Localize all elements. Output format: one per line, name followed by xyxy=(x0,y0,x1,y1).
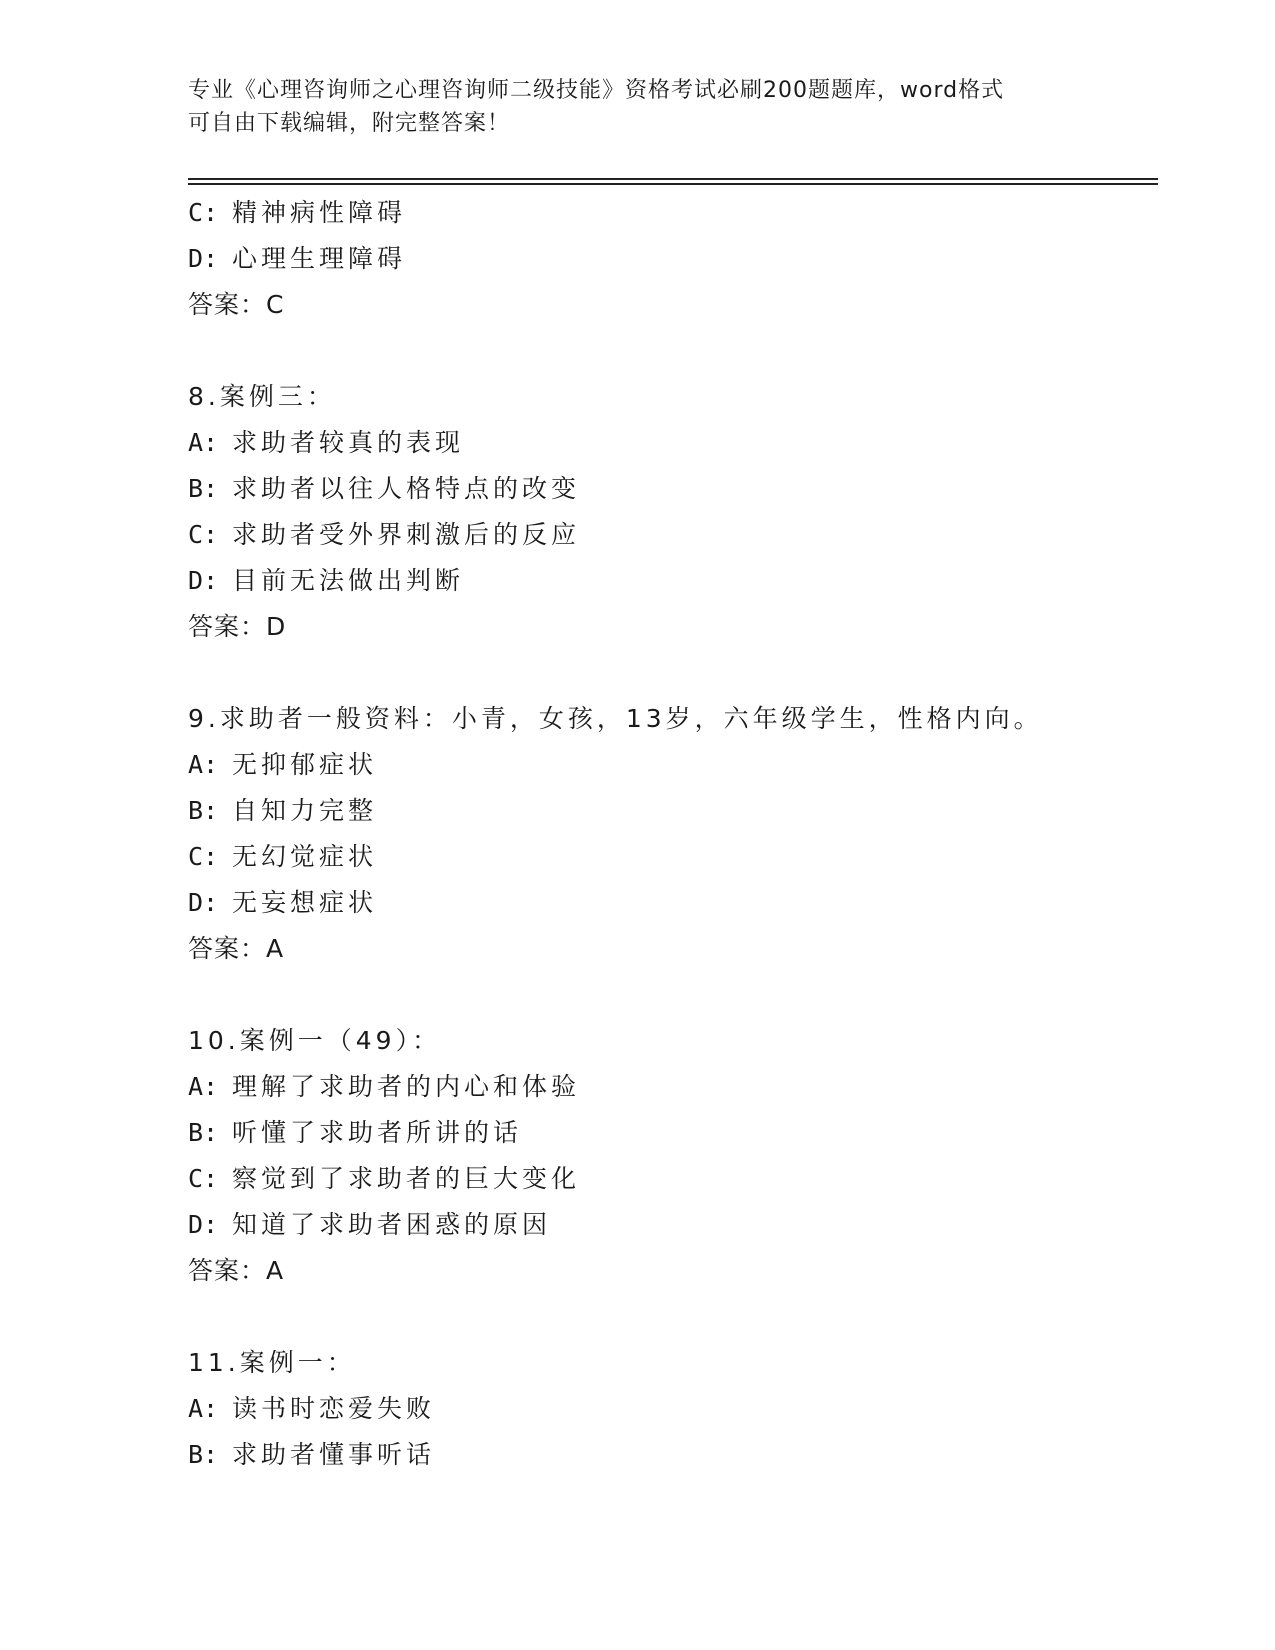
option-text: 无妄想症状 xyxy=(232,888,378,917)
option-line xyxy=(188,420,1148,466)
option-text: 察觉到了求助者的巨大变化 xyxy=(232,1164,581,1193)
header-divider-bottom xyxy=(188,183,1158,185)
option-letter: D: xyxy=(188,1210,219,1239)
option-line xyxy=(188,880,1148,926)
option-text: 心理生理障碍 xyxy=(232,244,407,273)
header-line-1: 专业《心理咨询师之心理咨询师二级技能》资格考试必刷200题题库，word格式 xyxy=(188,78,1005,103)
option-letter: C: xyxy=(188,1164,219,1193)
option-letter: C: xyxy=(188,842,219,871)
option-line xyxy=(188,512,1148,558)
option-letter: A: xyxy=(188,428,219,457)
answer-line: 答案：D xyxy=(188,612,287,641)
question-title: 11.案例一： xyxy=(188,1348,356,1377)
option-text: 求助者懂事听话 xyxy=(232,1440,436,1469)
option-text: 目前无法做出判断 xyxy=(232,566,465,595)
option-line xyxy=(188,1432,1148,1478)
option-line xyxy=(188,742,1148,788)
option-letter: B: xyxy=(188,474,219,503)
option-line xyxy=(188,1064,1148,1110)
option-text: 理解了求助者的内心和体验 xyxy=(232,1072,581,1101)
option-line xyxy=(188,788,1148,834)
option-line xyxy=(188,236,1148,282)
option-letter: D: xyxy=(188,244,219,273)
option-text: 自知力完整 xyxy=(232,796,378,825)
question-title: 10.案例一（49）： xyxy=(188,1026,442,1055)
answer-line: 答案：C xyxy=(188,290,285,319)
option-text: 读书时恋爱失败 xyxy=(232,1394,436,1423)
option-text: 求助者受外界刺激后的反应 xyxy=(232,520,581,549)
option-line xyxy=(188,466,1148,512)
option-text: 无抑郁症状 xyxy=(232,750,378,779)
option-letter: A: xyxy=(188,750,219,779)
option-line xyxy=(188,1386,1148,1432)
answer-line: 答案：A xyxy=(188,1256,285,1285)
option-letter: C: xyxy=(188,520,219,549)
option-letter: D: xyxy=(188,888,219,917)
spacer xyxy=(188,328,1148,374)
option-text: 求助者较真的表现 xyxy=(232,428,465,457)
answer-line: 答案：A xyxy=(188,934,285,963)
option-letter: B: xyxy=(188,796,219,825)
question-title: 8.案例三： xyxy=(188,382,336,411)
option-line xyxy=(188,558,1148,604)
option-letter: B: xyxy=(188,1118,219,1147)
option-letter: B: xyxy=(188,1440,219,1469)
option-letter: C: xyxy=(188,198,219,227)
header-divider-top xyxy=(188,178,1158,180)
option-line xyxy=(188,1156,1148,1202)
option-letter: D: xyxy=(188,566,219,595)
option-line xyxy=(188,190,1148,236)
option-text: 听懂了求助者所讲的话 xyxy=(232,1118,523,1147)
question-list xyxy=(188,190,1148,1478)
option-text: 求助者以往人格特点的改变 xyxy=(232,474,581,503)
option-text: 知道了求助者困惑的原因 xyxy=(232,1210,552,1239)
header-line-2: 可自由下载编辑，附完整答案！ xyxy=(188,111,511,136)
option-letter: A: xyxy=(188,1072,219,1101)
spacer xyxy=(188,650,1148,696)
question-title: 9.求助者一般资料：小青，女孩，13岁，六年级学生，性格内向。 xyxy=(188,704,1043,733)
option-line xyxy=(188,1110,1148,1156)
option-line xyxy=(188,834,1148,880)
option-text: 精神病性障碍 xyxy=(232,198,407,227)
option-line xyxy=(188,1202,1148,1248)
spacer xyxy=(188,972,1148,1018)
option-text: 无幻觉症状 xyxy=(232,842,378,871)
spacer xyxy=(188,1294,1148,1340)
option-letter: A: xyxy=(188,1394,219,1423)
document-header xyxy=(188,74,1088,140)
